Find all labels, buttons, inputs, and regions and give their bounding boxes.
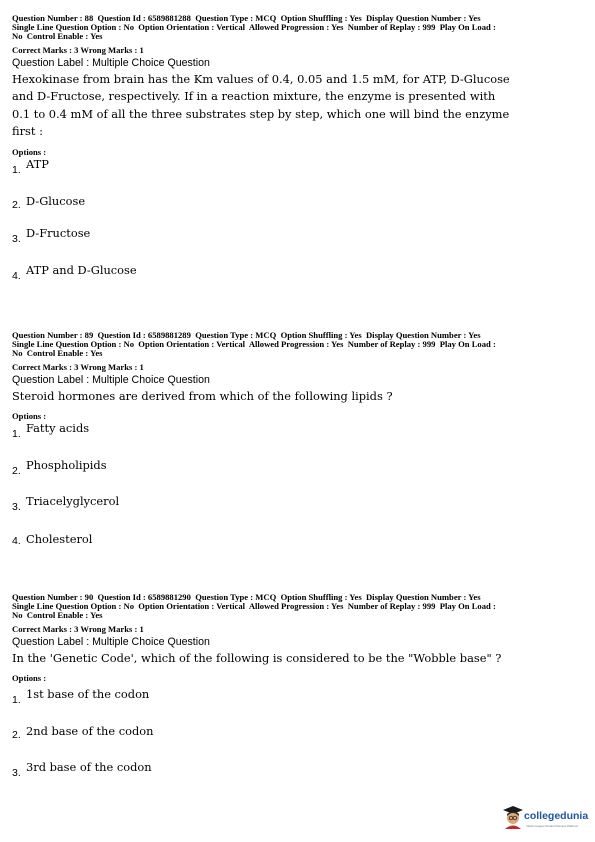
question-label: Question Label : Multiple Choice Question	[12, 635, 210, 648]
options-heading: Options :	[12, 673, 47, 684]
option-number: 2.	[12, 465, 21, 478]
logo-tagline: India's largest Student Review Platform	[526, 824, 579, 828]
option-item[interactable]	[12, 157, 582, 187]
option-item[interactable]	[12, 421, 582, 457]
option-text: ATP and D-Glucose	[26, 262, 137, 277]
question-text: Hexokinase from brain has the Km values of 0.4, 0.05 and 1.5 mM, for ATP, D-Glucose and D-Fructose, respectively. If in a reaction mixture, the enzyme is presented with 0.1 to 0.4 mM of all the three substrates step by step, which one will bind the enzyme first :	[12, 71, 510, 139]
option-item[interactable]	[12, 187, 582, 223]
meta-line: Question Number : 89 Question Id : 6589881289 Question Type : MCQ Option Shuffling : Yes Display Question Number : Yes	[12, 330, 481, 340]
option-number: 4.	[12, 269, 21, 282]
option-text: 3rd base of the codon	[26, 760, 152, 775]
question-meta	[12, 593, 582, 621]
meta-line: Question Number : 90 Question Id : 6589881290 Question Type : MCQ Option Shuffling : Yes Display Question Number : Yes	[12, 592, 481, 602]
option-item[interactable]	[12, 261, 582, 291]
option-number: 3.	[12, 501, 21, 514]
graduate-avatar-icon	[502, 805, 524, 829]
option-item[interactable]	[12, 223, 582, 261]
meta-line: Question Number : 88 Question Id : 6589881288 Question Type : MCQ Option Shuffling : Yes Display Question Number : Yes	[12, 13, 481, 23]
option-text: ATP	[26, 156, 49, 171]
meta-line: Single Line Question Option : No Option Orientation : Vertical Allowed Progression : Yes Number of Replay : 999 Play On Load :	[12, 601, 496, 612]
option-number: 4.	[12, 535, 21, 548]
option-text: 2nd base of the codon	[26, 724, 154, 739]
meta-line: No Control Enable : Yes	[12, 348, 103, 359]
option-item[interactable]	[12, 721, 582, 757]
option-item[interactable]	[12, 757, 582, 787]
option-text: Triacelyglycerol	[26, 494, 120, 509]
question-block-90	[12, 593, 582, 787]
meta-line: Single Line Question Option : No Option Orientation : Vertical Allowed Progression : Yes Number of Replay : 999 Play On Load :	[12, 339, 496, 350]
option-text: Cholesterol	[26, 532, 93, 547]
meta-line: Single Line Question Option : No Option Orientation : Vertical Allowed Progression : Yes Number of Replay : 999 Play On Load :	[12, 22, 496, 33]
option-item[interactable]	[12, 493, 582, 531]
option-item[interactable]	[12, 457, 582, 493]
logo-wordmark: collegedunia	[524, 810, 589, 822]
option-number: 1.	[12, 694, 21, 707]
question-marks: Correct Marks : 3 Wrong Marks : 1	[12, 44, 144, 55]
option-number: 3.	[12, 767, 21, 780]
options-heading: Options :	[12, 411, 47, 422]
question-text: Steroid hormones are derived from which of the following lipids ?	[12, 388, 393, 403]
option-number: 1.	[12, 163, 21, 176]
option-text: D-Fructose	[26, 225, 91, 240]
option-number: 3.	[12, 232, 21, 245]
question-label: Question Label : Multiple Choice Question	[12, 373, 210, 386]
question-block-89	[12, 331, 582, 561]
options-heading: Options :	[12, 146, 47, 157]
question-block-88	[12, 14, 582, 291]
option-item[interactable]	[12, 531, 582, 561]
option-number: 1.	[12, 428, 21, 441]
option-text: 1st base of the codon	[26, 687, 150, 702]
option-item[interactable]	[12, 683, 582, 721]
option-text: Fatty acids	[26, 421, 90, 436]
option-number: 2.	[12, 198, 21, 211]
question-meta	[12, 331, 582, 359]
collegedunia-logo	[502, 805, 590, 835]
meta-line: No Control Enable : Yes	[12, 610, 103, 621]
question-marks: Correct Marks : 3 Wrong Marks : 1	[12, 623, 144, 634]
meta-line: No Control Enable : Yes	[12, 31, 103, 42]
question-text: In the 'Genetic Code', which of the following is considered to be the "Wobble base" ?	[12, 650, 502, 665]
option-text: D-Glucose	[26, 193, 86, 208]
question-meta	[12, 14, 582, 42]
option-text: Phospholipids	[26, 458, 107, 473]
question-label: Question Label : Multiple Choice Question	[12, 56, 210, 69]
question-marks: Correct Marks : 3 Wrong Marks : 1	[12, 361, 144, 372]
option-number: 2.	[12, 729, 21, 742]
